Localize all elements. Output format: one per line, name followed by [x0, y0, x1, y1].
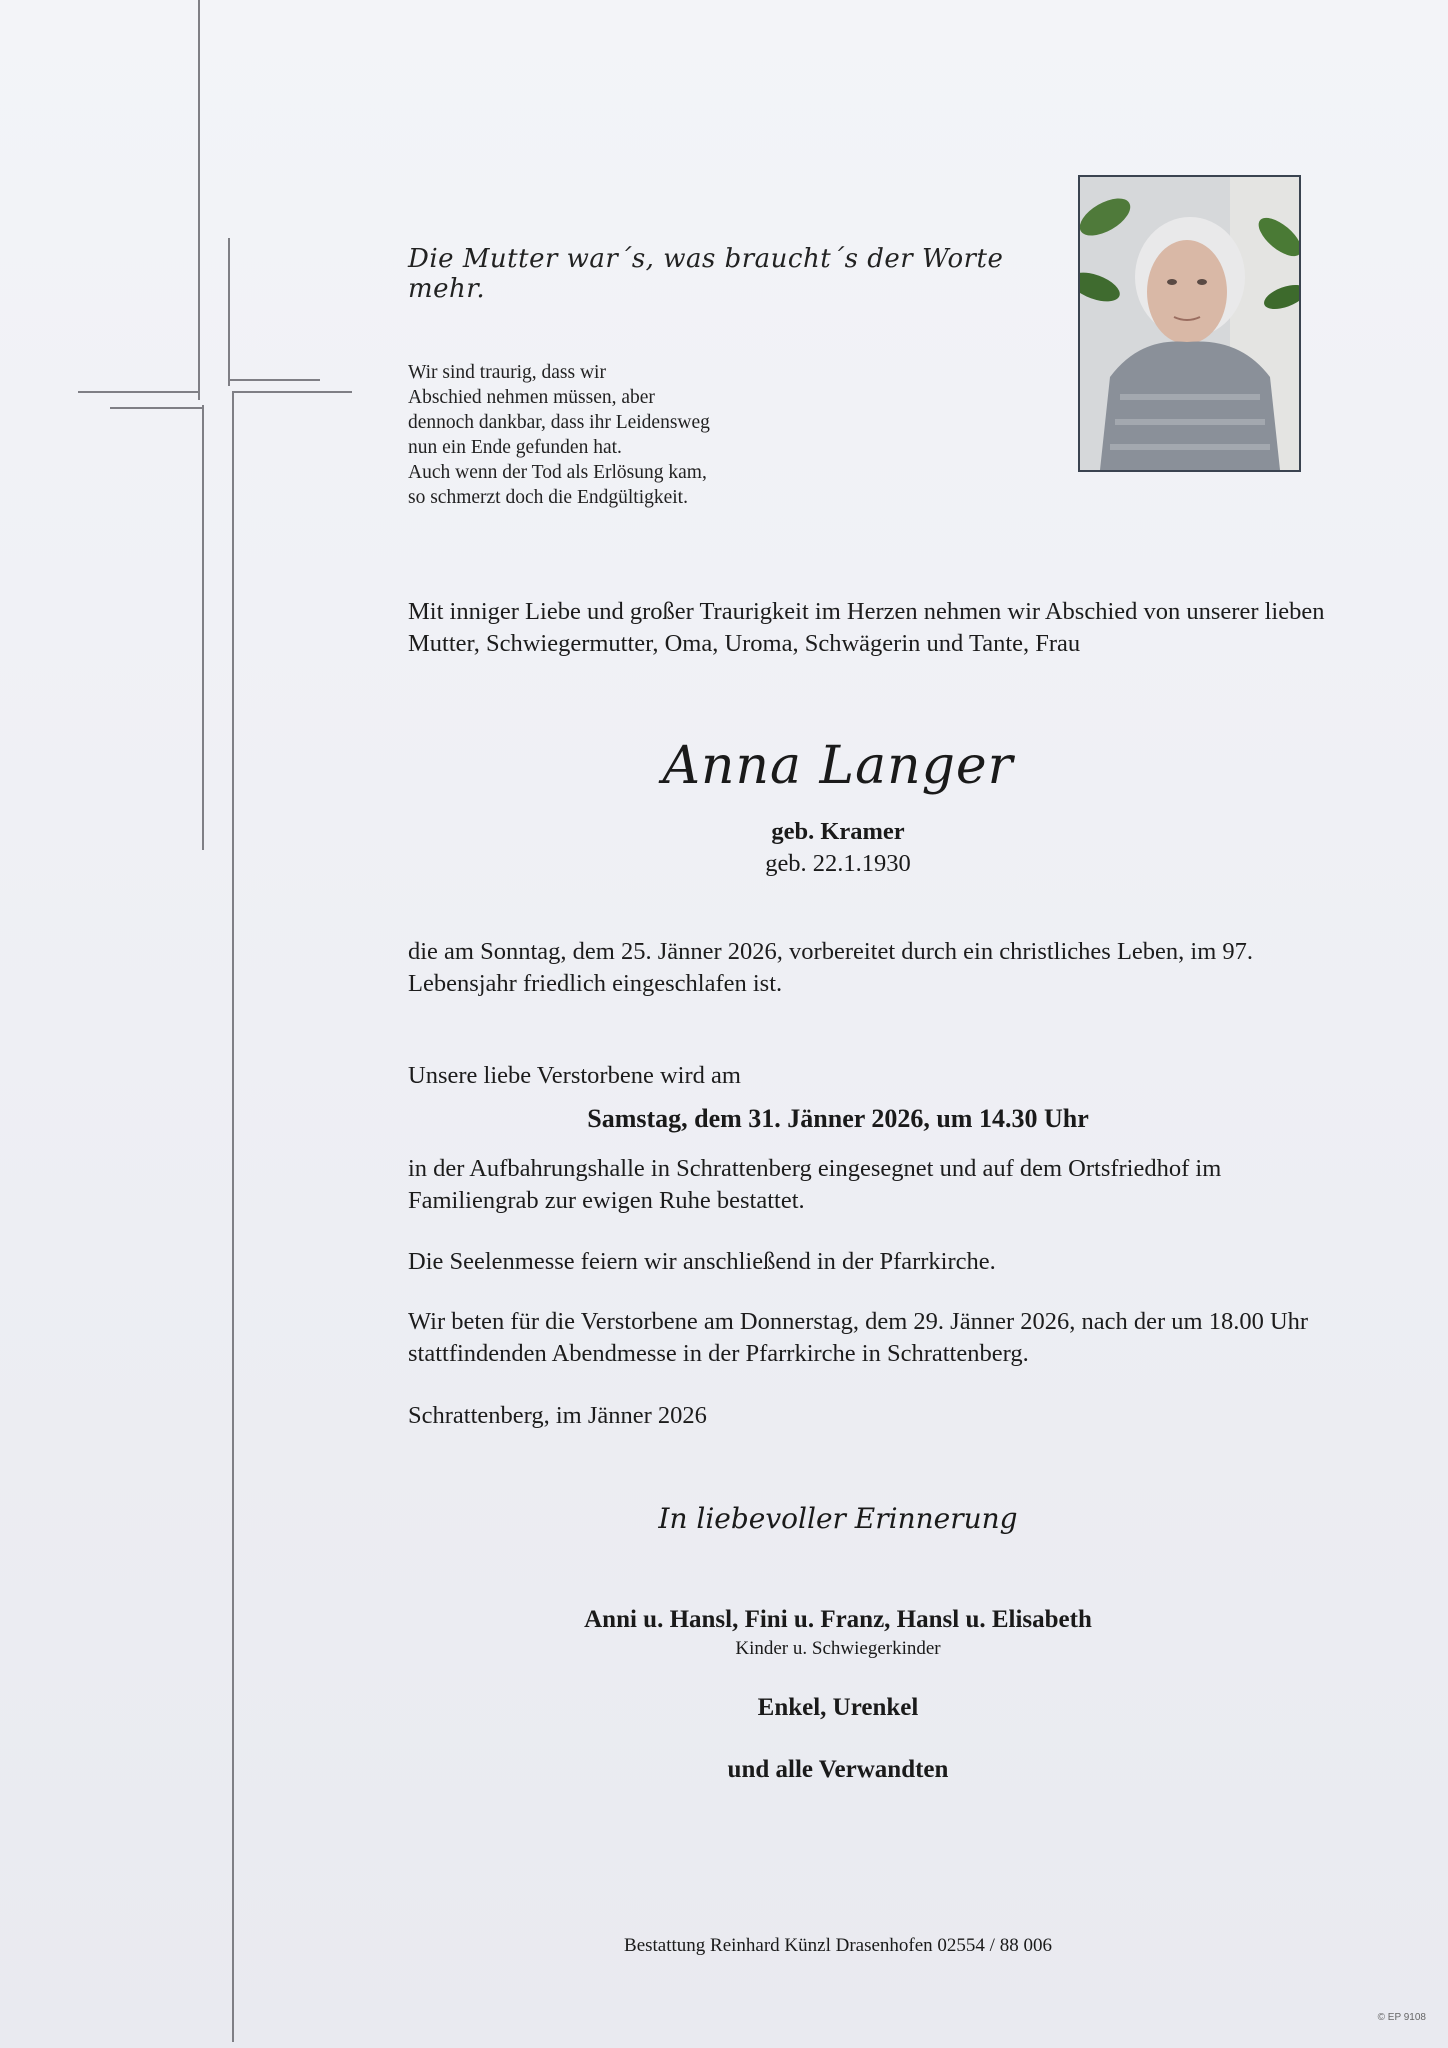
place-date: Schrattenberg, im Jänner 2026	[408, 1402, 707, 1429]
birth-date: geb. 22.1.1930	[765, 850, 911, 877]
death-text: die am Sonntag, dem 25. Jänner 2026, vorbereitet durch ein christliches Leben, im 97. Lebensjahr friedlich eingeschlafen ist.	[408, 938, 1254, 997]
document-code: © EP 9108	[1377, 2012, 1426, 2023]
funeral-place: in der Aufbahrungshalle in Schrattenberg eingesegnet und auf dem Ortsfriedhof im Familiengrab zur ewigen Ruhe bestattet.	[408, 1155, 1222, 1214]
intro-text: Mit inniger Liebe und großer Traurigkeit im Herzen nehmen wir Abschied von unserer lieben Mutter, Schwiegermutter, Oma, Uroma, Schwägerin und Tante, Frau	[408, 598, 1325, 657]
poem	[408, 360, 828, 510]
deceased-name: Anna Langer	[662, 736, 1014, 796]
family-children: Anni u. Hansl, Fini u. Franz, Hansl u. Elisabeth	[584, 1606, 1092, 1633]
poem-line: nun ein Ende gefunden hat.	[408, 437, 622, 458]
poem-line: Wir sind traurig, dass wir	[408, 362, 606, 383]
funeral-home-footer: Bestattung Reinhard Künzl Drasenhofen 02554 / 88 006	[624, 1935, 1052, 1956]
prayer-text: Wir beten für die Verstorbene am Donnerstag, dem 29. Jänner 2026, nach der um 18.00 Uhr stattfindenden Abendmesse in der Pfarrkirche in Schrattenberg.	[408, 1308, 1309, 1367]
poem-line: Auch wenn der Tod als Erlösung kam,	[408, 462, 707, 483]
motto-quote: Die Mutter war´s, was braucht´s der Worte mehr.	[408, 244, 1004, 304]
maiden-name: geb. Kramer	[771, 818, 905, 845]
family-children-label: Kinder u. Schwiegerkinder	[735, 1638, 941, 1659]
family-relatives: und alle Verwandten	[727, 1756, 949, 1783]
poem-line: Abschied nehmen müssen, aber	[408, 387, 655, 408]
funeral-intro: Unsere liebe Verstorbene wird am	[408, 1062, 741, 1089]
funeral-date: Samstag, dem 31. Jänner 2026, um 14.30 Uhr	[587, 1104, 1089, 1133]
poem-line: dennoch dankbar, dass ihr Leidensweg	[408, 412, 710, 433]
portrait-photo	[1078, 175, 1301, 472]
mass-text: Die Seelenmesse feiern wir anschließend in der Pfarrkirche.	[408, 1248, 996, 1275]
memory-line: In liebevoller Erinnerung	[658, 1502, 1018, 1535]
family-grandchildren: Enkel, Urenkel	[757, 1694, 919, 1721]
poem-line: so schmerzt doch die Endgültigkeit.	[408, 487, 688, 508]
